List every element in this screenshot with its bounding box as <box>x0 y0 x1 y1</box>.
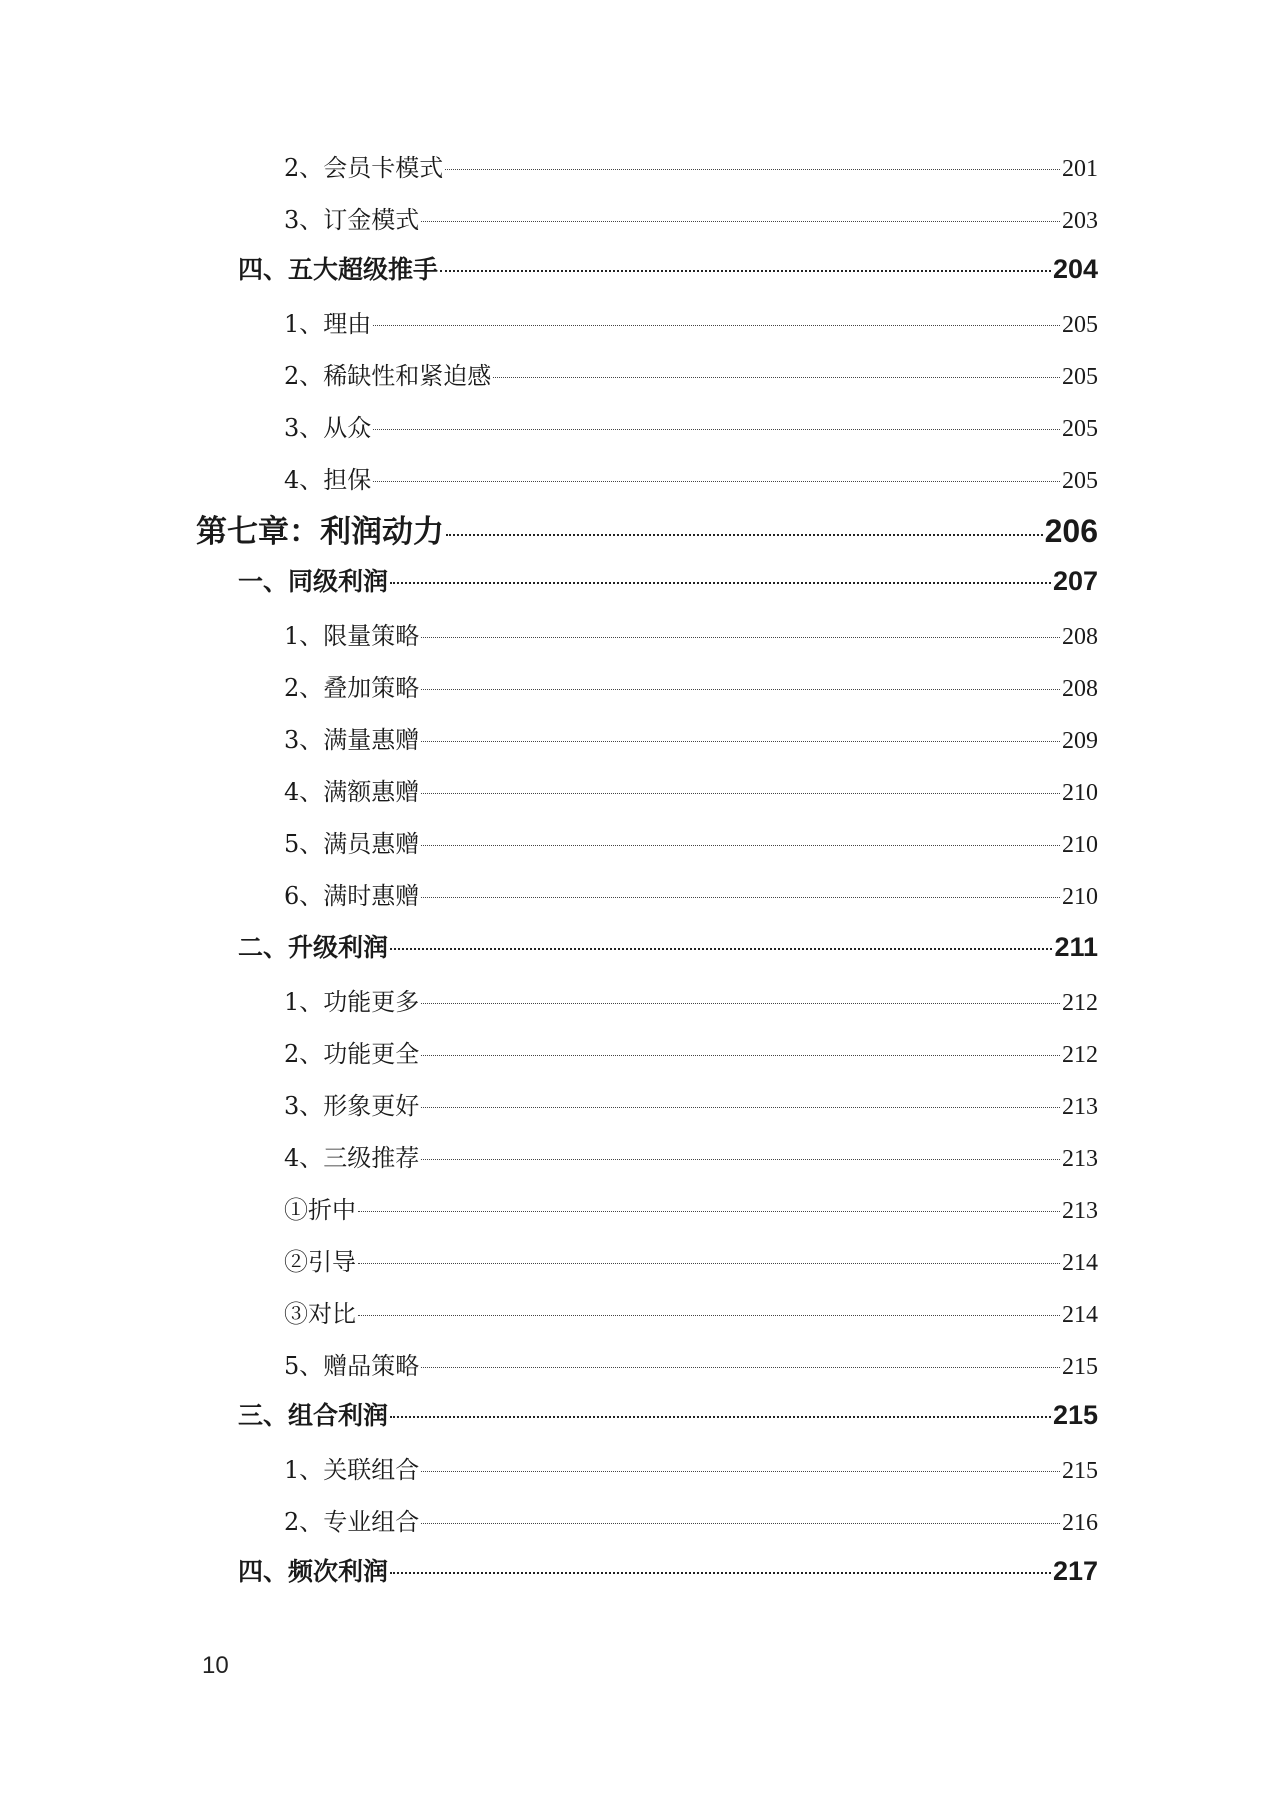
toc-entry[interactable] <box>284 982 1098 1022</box>
toc-entry-page: 209 <box>1062 728 1098 754</box>
toc-entry-page: 207 <box>1052 566 1098 596</box>
dot-leader <box>358 1263 1060 1264</box>
toc-entry[interactable] <box>284 356 1098 396</box>
toc-entry-page: 208 <box>1062 676 1098 702</box>
toc-entry[interactable] <box>284 668 1098 708</box>
toc-section-entry[interactable] <box>238 1552 1098 1594</box>
toc-entry-label: 3、订金模式 <box>284 206 420 234</box>
toc-section-entry[interactable] <box>238 1396 1098 1438</box>
toc-entry-page: 213 <box>1062 1146 1098 1172</box>
toc-entry-page: 217 <box>1052 1556 1098 1586</box>
toc-entry[interactable] <box>284 408 1098 448</box>
toc-chapter-entry[interactable] <box>196 506 1098 554</box>
toc-entry-label: 二、升级利润 <box>238 933 389 962</box>
toc-entry-page: 215 <box>1062 1354 1098 1380</box>
dot-leader <box>421 1107 1060 1108</box>
toc-entry-page: 212 <box>1062 1042 1098 1068</box>
dot-leader <box>440 270 1051 272</box>
toc-entry-label: 2、专业组合 <box>284 1508 420 1536</box>
dot-leader <box>390 948 1052 950</box>
page-number: 10 <box>202 1652 229 1679</box>
toc-entry[interactable] <box>284 1502 1098 1542</box>
dot-leader <box>421 1523 1060 1524</box>
dot-leader <box>373 325 1060 326</box>
toc-entry-page: 201 <box>1062 156 1098 182</box>
toc-entry-page: 205 <box>1062 364 1098 390</box>
toc-entry[interactable] <box>284 1294 1098 1334</box>
toc-entry[interactable] <box>284 720 1098 760</box>
toc-entry-label: 三、组合利润 <box>238 1401 389 1430</box>
toc-entry-page: 213 <box>1062 1094 1098 1120</box>
dot-leader <box>493 377 1060 378</box>
dot-leader <box>421 1055 1060 1056</box>
toc-entry[interactable] <box>284 876 1098 916</box>
toc-entry[interactable] <box>284 200 1098 240</box>
dot-leader <box>421 637 1060 638</box>
toc-entry-label: 3、形象更好 <box>284 1092 420 1120</box>
toc-section-entry[interactable] <box>238 928 1098 970</box>
dot-leader <box>358 1315 1060 1316</box>
toc-entry-page: 211 <box>1054 932 1098 962</box>
toc-entry-label: 2、功能更全 <box>284 1040 420 1068</box>
toc-entry-page: 205 <box>1062 468 1098 494</box>
toc-entry-label: 3、满量惠赠 <box>284 726 420 754</box>
dot-leader <box>445 169 1060 170</box>
toc-entry-label: 1、理由 <box>284 310 372 338</box>
toc-entry[interactable] <box>284 772 1098 812</box>
dot-leader <box>421 1367 1060 1368</box>
toc-entry-label: ③对比 <box>284 1300 356 1328</box>
toc-section-entry[interactable] <box>238 250 1098 292</box>
toc-entry[interactable] <box>284 1190 1098 1230</box>
toc-entry-page: 205 <box>1062 416 1098 442</box>
dot-leader <box>390 582 1051 584</box>
toc-entry-label: 四、五大超级推手 <box>238 255 439 284</box>
toc-entry-label: 5、满员惠赠 <box>284 830 420 858</box>
toc-entry-label: 2、会员卡模式 <box>284 154 444 182</box>
toc-entry[interactable] <box>284 616 1098 656</box>
toc-section-entry[interactable] <box>238 562 1098 604</box>
toc-entry-label: 3、从众 <box>284 414 372 442</box>
toc-entry-label: 2、稀缺性和紧迫感 <box>284 362 492 390</box>
dot-leader <box>421 1003 1060 1004</box>
toc-entry-page: 210 <box>1062 832 1098 858</box>
dot-leader <box>373 429 1060 430</box>
dot-leader <box>421 793 1060 794</box>
toc-entry-page: 214 <box>1062 1302 1098 1328</box>
toc-entry-label: 1、关联组合 <box>284 1456 420 1484</box>
toc-entry[interactable] <box>284 1346 1098 1386</box>
toc-entry-page: 204 <box>1052 254 1098 284</box>
toc-entry-label: ②引导 <box>284 1248 356 1276</box>
toc-entry[interactable] <box>284 1242 1098 1282</box>
toc-entry-page: 215 <box>1052 1400 1098 1430</box>
toc-entry-page: 215 <box>1062 1458 1098 1484</box>
toc-entry-page: 216 <box>1062 1510 1098 1536</box>
toc-entry-label: 4、满额惠赠 <box>284 778 420 806</box>
toc-entry-page: 212 <box>1062 990 1098 1016</box>
dot-leader <box>390 1572 1051 1574</box>
toc-entry-label: 5、赠品策略 <box>284 1352 420 1380</box>
toc-entry-label: 四、频次利润 <box>238 1557 389 1586</box>
dot-leader <box>421 845 1060 846</box>
dot-leader <box>373 481 1060 482</box>
toc-entry-page: 205 <box>1062 312 1098 338</box>
dot-leader <box>358 1211 1060 1212</box>
toc-entry-page: 214 <box>1062 1250 1098 1276</box>
dot-leader <box>421 897 1060 898</box>
toc-entry[interactable] <box>284 1138 1098 1178</box>
toc-entry-label: 1、功能更多 <box>284 988 420 1016</box>
toc-entry-label: 2、叠加策略 <box>284 674 420 702</box>
toc-entry-label: 第七章：利润动力 <box>196 514 444 550</box>
toc-entry[interactable] <box>284 460 1098 500</box>
toc-entry-label: 1、限量策略 <box>284 622 420 650</box>
toc-entry-label: 4、三级推荐 <box>284 1144 420 1172</box>
toc-entry-page: 213 <box>1062 1198 1098 1224</box>
dot-leader <box>421 221 1060 222</box>
dot-leader <box>421 689 1060 690</box>
toc-entry[interactable] <box>284 148 1098 188</box>
toc-entry-label: 4、担保 <box>284 466 372 494</box>
toc-entry-label: ①折中 <box>284 1196 356 1224</box>
dot-leader <box>446 534 1043 536</box>
toc-entry-page: 203 <box>1062 208 1098 234</box>
toc-entry[interactable] <box>284 1034 1098 1074</box>
toc-entry-page: 206 <box>1044 513 1098 549</box>
toc-entry[interactable] <box>284 1450 1098 1490</box>
dot-leader <box>421 741 1060 742</box>
toc-entry[interactable] <box>284 824 1098 864</box>
dot-leader <box>390 1416 1051 1418</box>
toc-entry[interactable] <box>284 304 1098 344</box>
dot-leader <box>421 1471 1060 1472</box>
toc-entry-label: 6、满时惠赠 <box>284 882 420 910</box>
toc-entry-label: 一、同级利润 <box>238 567 389 596</box>
toc-entry-page: 210 <box>1062 884 1098 910</box>
toc-entry-page: 208 <box>1062 624 1098 650</box>
dot-leader <box>421 1159 1060 1160</box>
toc-entry[interactable] <box>284 1086 1098 1126</box>
toc-entry-page: 210 <box>1062 780 1098 806</box>
